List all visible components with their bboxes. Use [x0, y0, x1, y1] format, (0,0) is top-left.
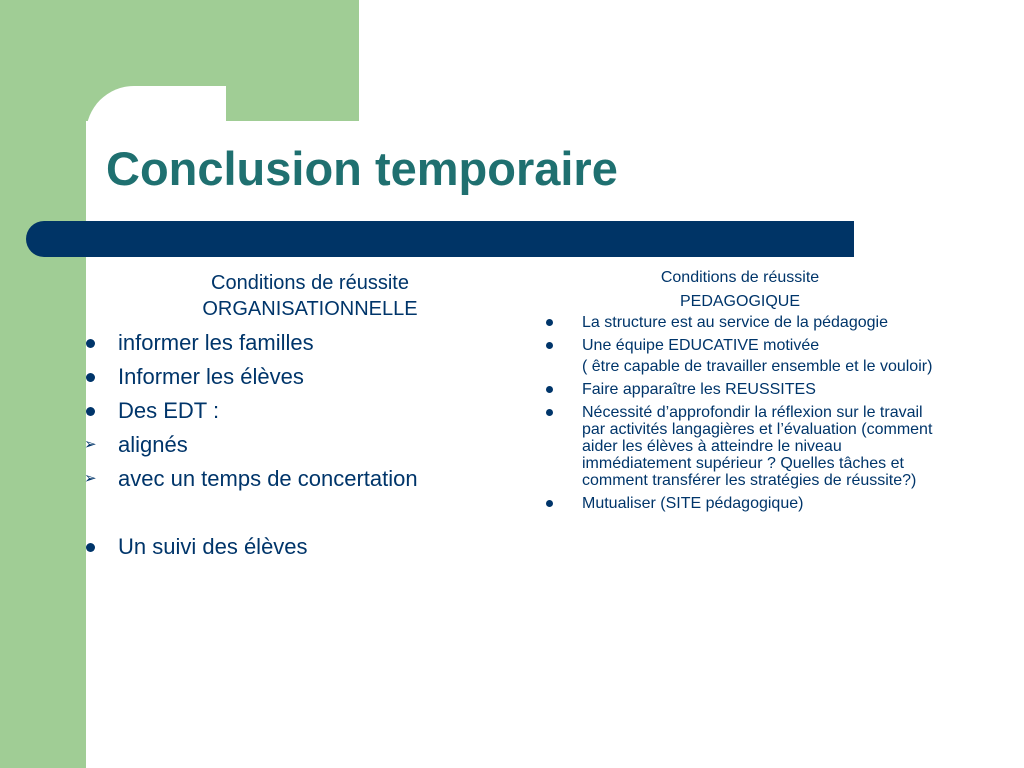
- right-bullet-list: [540, 314, 950, 512]
- list-item: [540, 381, 950, 398]
- list-item: [540, 337, 950, 354]
- list-item-continuation: [540, 358, 950, 375]
- green-left-band: [0, 0, 86, 768]
- list-item-text: La structure est au service de la pédagogie: [582, 314, 888, 331]
- list-item: [540, 495, 950, 512]
- dot-icon: [86, 543, 95, 552]
- list-item-text: Des EDT :: [118, 398, 220, 423]
- right-heading-line1: Conditions de réussite: [660, 269, 820, 286]
- list-item: [80, 428, 500, 462]
- dot-icon: [86, 407, 95, 416]
- list-item-text: informer les familles: [118, 330, 314, 355]
- dot-icon: [546, 409, 553, 416]
- dot-icon: [86, 373, 95, 382]
- list-item: [80, 360, 500, 394]
- list-item-text: Informer les élèves: [118, 364, 304, 389]
- dot-icon: [86, 339, 95, 348]
- list-item: [80, 394, 500, 428]
- list-item-text: Nécessité d’approfondir la réflexion sur le travail par activités langagières et l’évaluation (comment aider les élèves à atteindre le niveau immédiatement supérieur ? Quelles tâches et comment transférer les stratégies de réussite?): [582, 404, 933, 489]
- list-item: [540, 404, 950, 489]
- right-heading-line2: PEDAGOGIQUE: [679, 293, 801, 310]
- left-column-heading: [160, 270, 460, 322]
- list-item-text: avec un temps de concertation: [118, 466, 418, 491]
- slide-title: Conclusion temporaire: [106, 142, 618, 195]
- dot-icon: [546, 386, 553, 393]
- right-column-heading: [540, 266, 940, 314]
- list-item: [80, 530, 500, 564]
- title-underline-bar: [26, 221, 854, 257]
- arrow-icon: ➢: [84, 436, 97, 453]
- list-item-text: Une équipe EDUCATIVE motivée: [582, 337, 820, 354]
- dot-icon: [546, 319, 553, 326]
- list-item-text: alignés: [118, 432, 188, 457]
- list-item-text: Un suivi des élèves: [118, 534, 308, 559]
- right-column: [540, 266, 960, 518]
- left-bullet-list: [80, 326, 500, 564]
- dot-icon: [546, 342, 553, 349]
- dot-icon: [546, 500, 553, 507]
- list-item: [80, 462, 500, 496]
- list-item-text: ( être capable de travailler ensemble et le vouloir): [582, 358, 933, 375]
- list-item-text: Faire apparaître les REUSSITES: [582, 381, 816, 398]
- left-heading-line2: ORGANISATIONNELLE: [202, 298, 418, 320]
- list-item: [540, 314, 950, 331]
- list-item: [80, 326, 500, 360]
- left-heading-line1: Conditions de réussite: [211, 272, 409, 294]
- list-item-text: Mutualiser (SITE pédagogique): [582, 495, 804, 512]
- arrow-icon: ➢: [84, 470, 97, 487]
